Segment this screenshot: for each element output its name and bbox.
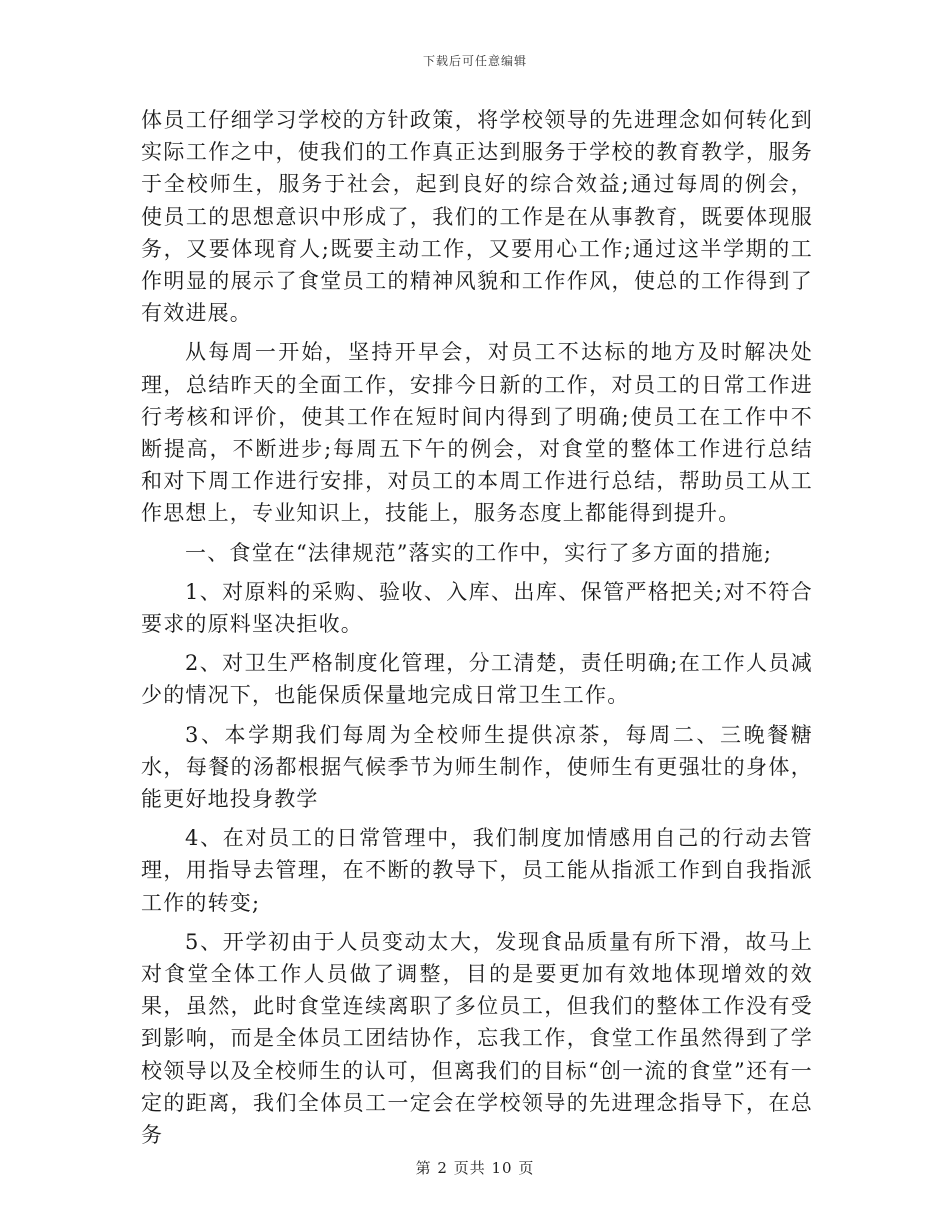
paragraph-3: 一、食堂在“法律规范”落实的工作中，实行了多方面的措施; xyxy=(185,540,773,565)
paragraph-4: 1、对原料的采购、验收、入库、出库、保管严格把关;对不符合要求的原料坚决拒收。 xyxy=(141,579,813,637)
body-text xyxy=(141,104,813,1158)
paragraph-7: 4、在对员工的日常管理中，我们制度加情感用自己的行动去管理，用指导去管理，在不断的教导下，员工能从指派工作到自我指派工作的转变; xyxy=(141,826,813,915)
paragraph-2: 从每周一开始，坚持开早会，对员工不达标的地方及时解决处理，总结昨天的全面工作，安排今日新的工作，对员工的日常工作进行考核和评价，使其工作在短时间内得到了明确;使员工在工作中不断提高，不断进步;每周五下午的例会，对食堂的整体工作进行总结和对下周工作进行安排，对员工的本周工作进行总结，帮助员工从工作思想上，专业知识上，技能上，服务态度上都能得到提升。 xyxy=(141,340,813,526)
paragraph-8: 5、开学初由于人员变动太大，发现食品质量有所下滑，故马上对食堂全体工作人员做了调整，目的是要更加有效地体现增效的效果，虽然，此时食堂连续离职了多位员工，但我们的整体工作没有受到影响，而是全体员工团结协作，忘我工作，食堂工作虽然得到了学校领导以及全校师生的认可，但离我们的目标“创一流的食堂”还有一定的距离，我们全体员工一定会在学校领导的先进理念指导下，在总务 xyxy=(141,929,813,1148)
paragraph-6: 3、本学期我们每周为全校师生提供凉茶，每周二、三晚餐糖水，每餐的汤都根据气候季节为师生制作，使师生有更强壮的身体，能更好地投身教学 xyxy=(141,722,813,812)
header-note: 下载后可任意编辑 xyxy=(422,54,527,68)
page-number: 第 2 页共 10 页 xyxy=(415,1159,535,1177)
paragraph-5: 2、对卫生严格制度化管理，分工清楚，责任明确;在工作人员减少的情况下，也能保质保量地完成日常卫生工作。 xyxy=(141,651,813,708)
paragraph-1: 体员工仔细学习学校的方针政策，将学校领导的先进理念如何转化到实际工作之中，使我们的工作真正达到服务于学校的教育教学，服务于全校师生，服务于社会，起到良好的综合效益;通过每周的例会，使员工的思想意识中形成了，我们的工作是在从事教育，既要体现服务，又要体现育人;既要主动工作，又要用心工作;通过这半学期的工作明显的展示了食堂员工的精神风貌和工作作风，使总的工作得到了有效进展。 xyxy=(141,108,813,326)
